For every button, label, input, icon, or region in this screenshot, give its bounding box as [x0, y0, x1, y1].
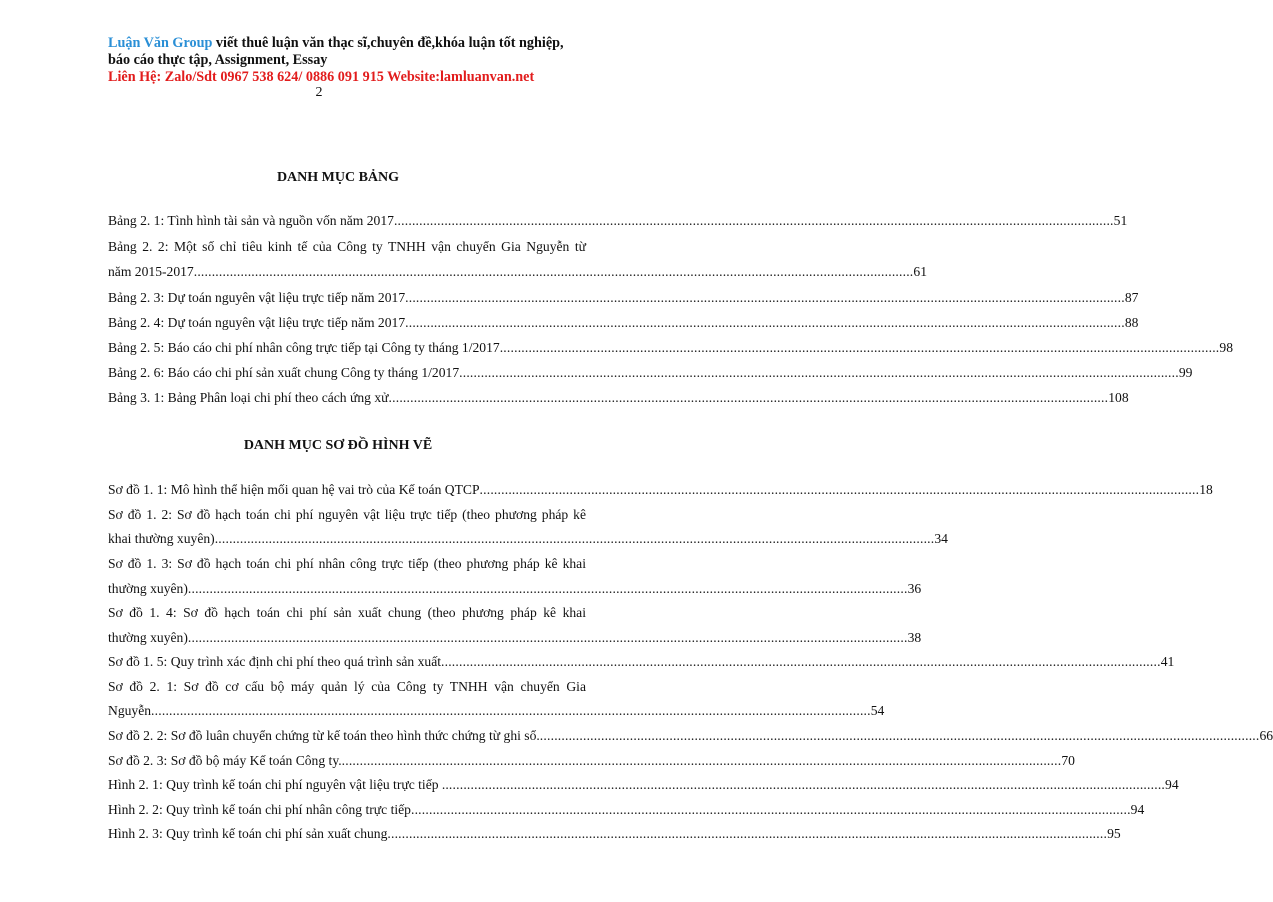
- leader-dots: ........................................................................................................................................................................................................: [445, 777, 1166, 792]
- toc-entry-text: Sơ đồ 2. 3: Sơ đồ bộ máy Kế toán Công ty.: [108, 753, 342, 768]
- toc-entry-page: 98: [1219, 340, 1233, 355]
- leader-dots: ........................................................................................................................................................................................................: [387, 826, 1108, 841]
- brand-name: Luận Văn Group: [108, 35, 213, 51]
- tables-section-title: DANH MỤC BẢNG: [276, 170, 400, 185]
- toc-entry-text: khai thường xuyên): [108, 531, 215, 546]
- header-tagline: viết thuê luận văn thạc sĩ,chuyên đề,khóa luận tốt nghiệp,: [212, 35, 564, 51]
- toc-entry-line-1[interactable]: Sơ đồ 2. 1: Sơ đồ cơ cấu bộ máy quản lý của Công ty TNHH vận chuyển Gia: [108, 679, 586, 694]
- toc-entry-text: Sơ đồ 1. 1: Mô hình thể hiện mối quan hệ vai trò của Kế toán QTCP: [108, 482, 480, 497]
- toc-entry-text: Bảng 2. 1: Tình hình tài sản và nguồn vốn năm 2017: [108, 213, 394, 228]
- toc-entry[interactable]: [108, 263, 927, 281]
- toc-entry-text: Hình 2. 1: Quy trình kế toán chi phí nguyên vật liệu trực tiếp .: [108, 777, 446, 792]
- page-number: 2: [315, 85, 323, 100]
- toc-entry-page: 38: [907, 630, 922, 645]
- toc-entry-page: 95: [1107, 826, 1121, 841]
- toc-entry-page: 70: [1061, 753, 1075, 768]
- leader-dots: ........................................................................................................................................................................................................: [187, 581, 908, 596]
- toc-entry-line-1[interactable]: Bảng 2. 2: Một số chỉ tiêu kinh tế của Công ty TNHH vận chuyển Gia Nguyễn từ: [108, 239, 586, 254]
- toc-entry-text: Bảng 2. 5: Báo cáo chi phí nhân công trực tiếp tại Công ty tháng 1/2017: [108, 340, 500, 355]
- toc-entry[interactable]: [108, 752, 1075, 770]
- toc-entry-line-1[interactable]: Sơ đồ 1. 4: Sơ đồ hạch toán chi phí sản xuất chung (theo phương pháp kê khai: [108, 605, 586, 620]
- toc-entry[interactable]: [108, 727, 1273, 745]
- toc-entry-page: 41: [1160, 654, 1175, 669]
- toc-entry-page: 61: [913, 264, 927, 279]
- toc-entry[interactable]: [108, 530, 948, 548]
- toc-entry-text: Bảng 2. 3: Dự toán nguyên vật liệu trực tiếp năm 2017: [108, 290, 406, 305]
- toc-entry[interactable]: [108, 389, 1129, 407]
- toc-entry[interactable]: [108, 481, 1213, 499]
- leader-dots: ........................................................................................................................................................................................................: [479, 482, 1200, 497]
- toc-entry[interactable]: [108, 580, 922, 598]
- toc-entry-page: 88: [1124, 315, 1139, 330]
- toc-entry-text: Bảng 2. 6: Báo cáo chi phí sản xuất chung Công ty tháng 1/2017: [108, 365, 460, 380]
- leader-dots: ........................................................................................................................................................................................................: [187, 630, 908, 645]
- leader-dots: ........................................................................................................................................................................................................: [441, 654, 1161, 669]
- leader-dots: ........................................................................................................................................................................................................: [388, 390, 1109, 405]
- leader-dots: ........................................................................................................................................................................................................: [193, 264, 914, 279]
- header-line-2: báo cáo thực tập, Assignment, Essay: [108, 52, 328, 68]
- header-contact: Liên Hệ: Zalo/Sdt 0967 538 624/ 0886 091 915 Website:lamluanvan.net: [108, 69, 535, 85]
- leader-dots: ........................................................................................................................................................................................................: [499, 340, 1220, 355]
- leader-dots: ........................................................................................................................................................................................................: [410, 802, 1131, 817]
- toc-entry-text: Hình 2. 3: Quy trình kế toán chi phí sản xuất chung: [108, 826, 388, 841]
- toc-entry[interactable]: [108, 364, 1193, 382]
- leader-dots: ........................................................................................................................................................................................................: [459, 365, 1179, 380]
- toc-entry-text: Sơ đồ 1. 5: Quy trình xác định chi phí theo quá trình sản xuất: [108, 654, 442, 669]
- toc-entry-page: 87: [1124, 290, 1139, 305]
- toc-entry-page: 94: [1130, 802, 1145, 817]
- toc-entry[interactable]: [108, 801, 1145, 819]
- leader-dots: ........................................................................................................................................................................................................: [341, 753, 1062, 768]
- toc-entry-line-1[interactable]: Sơ đồ 1. 3: Sơ đồ hạch toán chi phí nhân công trực tiếp (theo phương pháp kê khai: [108, 556, 586, 571]
- toc-entry-text: năm 2015-2017: [108, 264, 194, 279]
- leader-dots: ........................................................................................................................................................................................................: [539, 728, 1260, 743]
- header-line-1: [108, 35, 586, 52]
- toc-entry[interactable]: [108, 629, 922, 647]
- toc-entry-page: 36: [907, 581, 922, 596]
- toc-entry[interactable]: [108, 212, 1128, 230]
- toc-entry-page: 94: [1165, 777, 1179, 792]
- toc-entry[interactable]: [108, 776, 1179, 794]
- toc-entry-text: Hình 2. 2: Quy trình kế toán chi phí nhân công trực tiếp: [108, 802, 411, 817]
- leader-dots: ........................................................................................................................................................................................................: [214, 531, 935, 546]
- toc-entry-text: Bảng 3. 1: Bảng Phân loại chi phí theo cách ứng xử: [108, 390, 389, 405]
- leader-dots: ........................................................................................................................................................................................................: [405, 290, 1125, 305]
- toc-entry-text: thường xuyên): [108, 581, 188, 596]
- toc-entry-text: thường xuyên): [108, 630, 188, 645]
- leader-dots: ........................................................................................................................................................................................................: [151, 703, 871, 718]
- leader-dots: ........................................................................................................................................................................................................: [393, 213, 1114, 228]
- toc-entry-text: Sơ đồ 2. 2: Sơ đồ luân chuyển chứng từ kế toán theo hình thức chứng từ ghi sổ.: [108, 728, 540, 743]
- toc-entry[interactable]: [108, 339, 1233, 357]
- toc-entry-page: 66: [1259, 728, 1273, 743]
- toc-entry[interactable]: [108, 825, 1121, 843]
- toc-entry[interactable]: [108, 653, 1175, 671]
- toc-entry-line-1[interactable]: Sơ đồ 1. 2: Sơ đồ hạch toán chi phí nguyên vật liệu trực tiếp (theo phương pháp kê: [108, 507, 586, 522]
- toc-entry-page: 54: [870, 703, 885, 718]
- toc-entry[interactable]: [108, 289, 1139, 307]
- toc-entry-text: Bảng 2. 4: Dự toán nguyên vật liệu trực tiếp năm 2017: [108, 315, 406, 330]
- toc-entry-page: 108: [1108, 390, 1129, 405]
- toc-entry-page: 99: [1178, 365, 1193, 380]
- toc-entry[interactable]: [108, 702, 885, 720]
- toc-entry-page: 18: [1199, 482, 1213, 497]
- leader-dots: ........................................................................................................................................................................................................: [405, 315, 1125, 330]
- toc-entry-text: Nguyễn: [108, 703, 152, 718]
- toc-entry[interactable]: [108, 314, 1139, 332]
- toc-entry-page: 34: [934, 531, 948, 546]
- figures-section-title: DANH MỤC SƠ ĐỒ HÌNH VẼ: [243, 438, 433, 453]
- toc-entry-page: 51: [1113, 213, 1128, 228]
